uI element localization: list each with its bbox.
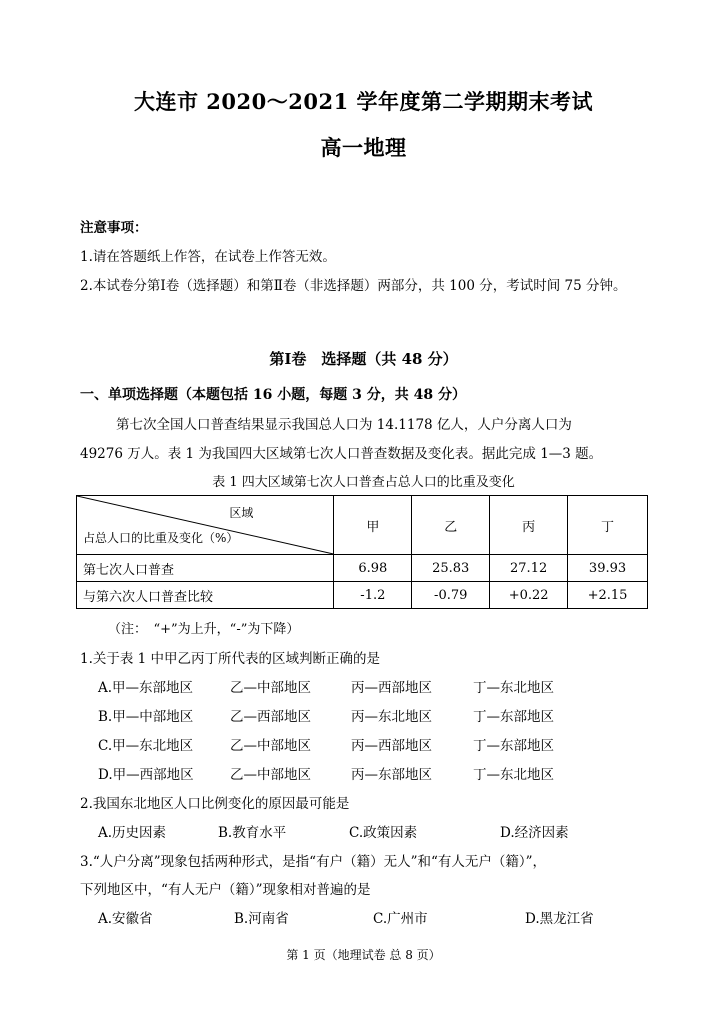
q3-option-c[interactable]: C.广州市 bbox=[373, 911, 428, 927]
diagonal-header-cell bbox=[77, 496, 334, 555]
q3-option-a[interactable]: A.安徽省 bbox=[98, 911, 153, 927]
intro-line-2: 49276 万人。表 1 为我国四大区域第七次人口普查数据及变化表。据此完成 1—3 题。 bbox=[80, 446, 603, 462]
table-cell: 27.12 bbox=[490, 555, 568, 582]
table-cell: -1.2 bbox=[334, 582, 412, 609]
q1-option-c-jia[interactable]: C.甲—东北地区 bbox=[98, 738, 194, 754]
table-note: （注： “+”为上升，“-”为下降） bbox=[108, 622, 300, 637]
note-item-2: 2.本试卷分第Ⅰ卷（选择题）和第Ⅱ卷（非选择题）两部分，共 100 分，考试时间 75 分钟。 bbox=[80, 278, 627, 294]
intro-line-1: 第七次全国人口普查结果显示我国总人口为 14.1178 亿人，人户分离人口为 bbox=[116, 417, 572, 433]
table-cell: 25.83 bbox=[412, 555, 490, 582]
q1-option-b-yi: 乙—西部地区 bbox=[230, 709, 311, 725]
col-header-ding: 丁 bbox=[568, 496, 648, 555]
col-header-yi: 乙 bbox=[412, 496, 490, 555]
table-row bbox=[77, 582, 648, 609]
q1-option-d-yi: 乙—中部地区 bbox=[230, 767, 311, 783]
q1-option-b-jia[interactable]: B.甲—中部地区 bbox=[98, 709, 194, 725]
table-cell: 6.98 bbox=[334, 555, 412, 582]
q1-option-a-bing: 丙—西部地区 bbox=[351, 680, 432, 696]
col-header-bing: 丙 bbox=[490, 496, 568, 555]
notes-heading: 注意事项： bbox=[80, 220, 148, 236]
q2-option-d[interactable]: D.经济因素 bbox=[500, 825, 569, 841]
note-item-1: 1.请在答题纸上作答，在试卷上作答无效。 bbox=[80, 249, 336, 265]
table-caption: 表 1 四大区域第七次人口普查占总人口的比重及变化 bbox=[212, 475, 515, 490]
q1-option-c-yi: 乙—中部地区 bbox=[230, 738, 311, 754]
header-region-label: 区域 bbox=[229, 506, 254, 520]
section-heading: 一、单项选择题（本题包括 16 小题，每题 3 分，共 48 分） bbox=[80, 387, 466, 403]
question-3-stem-cont: 下列地区中，“有人无户（籍）”现象相对普遍的是 bbox=[80, 882, 371, 898]
table-cell: -0.79 bbox=[412, 582, 490, 609]
q1-option-c-bing: 丙—西部地区 bbox=[351, 738, 432, 754]
exam-subject: 高一地理 bbox=[320, 135, 407, 160]
table-cell: +2.15 bbox=[568, 582, 648, 609]
question-2-stem: 2.我国东北地区人口比例变化的原因最可能是 bbox=[80, 796, 350, 812]
q1-option-b-ding: 丁—东部地区 bbox=[473, 709, 554, 725]
exam-title: 大连市 2020～2021 学年度第二学期期末考试 bbox=[133, 89, 593, 114]
col-header-jia: 甲 bbox=[334, 496, 412, 555]
part1-title: 第Ⅰ卷 选择题（共 48 分） bbox=[269, 350, 458, 368]
q1-option-c-ding: 丁—东部地区 bbox=[473, 738, 554, 754]
q2-option-c[interactable]: C.政策因素 bbox=[349, 825, 418, 841]
q1-option-a-yi: 乙—中部地区 bbox=[230, 680, 311, 696]
table-cell: 39.93 bbox=[568, 555, 648, 582]
q1-option-d-jia[interactable]: D.甲—西部地区 bbox=[98, 767, 194, 783]
population-table bbox=[76, 495, 648, 609]
q2-option-a[interactable]: A.历史因素 bbox=[98, 825, 167, 841]
q3-option-d[interactable]: D.黑龙江省 bbox=[525, 911, 594, 927]
header-ratio-label: 占总人口的比重及变化（%） bbox=[83, 531, 239, 545]
question-3-stem: 3.“人户分离”现象包括两种形式，是指“有户（籍）无人”和“有人无户（籍）”， bbox=[80, 854, 547, 870]
table-row bbox=[77, 555, 648, 582]
q1-option-d-bing: 丙—东部地区 bbox=[351, 767, 432, 783]
page-footer: 第 1 页（地理试卷 总 8 页） bbox=[286, 948, 441, 962]
q1-option-a-jia[interactable]: A.甲—东部地区 bbox=[98, 680, 194, 696]
question-1-stem: 1.关于表 1 中甲乙丙丁所代表的区域判断正确的是 bbox=[80, 651, 381, 667]
row-label: 与第六次人口普查比较 bbox=[77, 582, 334, 609]
q3-option-b[interactable]: B.河南省 bbox=[234, 911, 289, 927]
table-header-row bbox=[77, 496, 648, 555]
q1-option-a-ding: 丁—东北地区 bbox=[473, 680, 554, 696]
q1-option-b-bing: 丙—东北地区 bbox=[351, 709, 432, 725]
q2-option-b[interactable]: B.教育水平 bbox=[218, 825, 287, 841]
row-label: 第七次人口普查 bbox=[77, 555, 334, 582]
q1-option-d-ding: 丁—东北地区 bbox=[473, 767, 554, 783]
table-cell: +0.22 bbox=[490, 582, 568, 609]
